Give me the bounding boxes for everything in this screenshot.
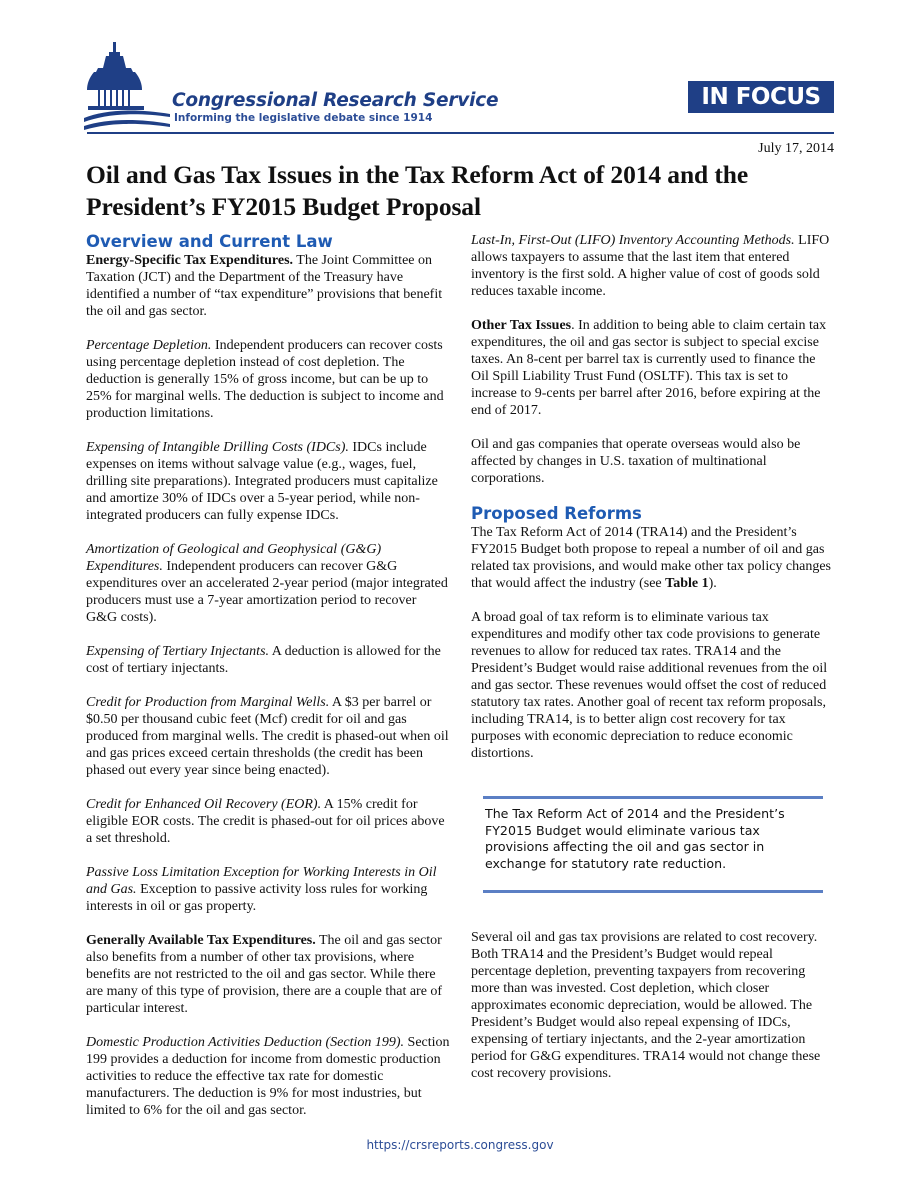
paragraph-body: The Tax Reform Act of 2014 (TRA14) and the President’s FY2015 Budget both propose to repeal a number of oil and gas related tax provisions, and would make other tax policy changes that would affect the industry (see xyxy=(471,525,832,591)
paragraph-lead: Percentage Depletion. xyxy=(86,338,212,353)
paragraph xyxy=(86,1034,450,1119)
paragraph-body: A $3 per barrel or $0.50 per thousand cubic feet (Mcf) credit for oil and gas produced from marginal wells. The credit is phased-out when oil and gas prices exceed certain thresholds (the credit has been phased out every year since being enacted). xyxy=(86,695,449,778)
paragraph xyxy=(86,796,450,847)
paragraph xyxy=(86,439,450,524)
paragraph-lead: Credit for Production from Marginal Wells. xyxy=(86,695,330,710)
paragraph xyxy=(86,694,450,779)
paragraph xyxy=(86,252,450,320)
in-focus-badge: IN FOCUS xyxy=(688,81,834,113)
paragraph-lead: Amortization of Geological and Geophysical (G&G) Expenditures. xyxy=(86,542,382,574)
paragraph-lead: Passive Loss Limitation Exception for Working Interests in Oil and Gas. xyxy=(86,865,437,897)
paragraph xyxy=(86,337,450,422)
paragraph-lead: Expensing of Tertiary Injectants. xyxy=(86,644,270,659)
paragraph-lead: Generally Available Tax Expenditures. xyxy=(86,933,316,948)
paragraph-body: A deduction is allowed for the cost of tertiary injectants. xyxy=(86,644,441,676)
paragraph-body: LIFO allows taxpayers to assume that the last item that entered inventory is the first sold. A higher value of cost of goods sold reduces taxable income. xyxy=(471,233,830,299)
paragraph-lead: Domestic Production Activities Deduction (Section 199). xyxy=(86,1035,405,1050)
paragraph: Oil and gas companies that operate overseas would also be affected by changes in U.S. taxation of multinational corporations. xyxy=(471,437,801,486)
capitol-dome-icon xyxy=(84,40,170,132)
paragraph-body: A 15% credit for eligible EOR costs. The credit is phased-out for oil prices above a set threshold. xyxy=(86,797,445,846)
paragraph xyxy=(471,232,835,300)
paragraph-body: Section 199 provides a deduction for income from domestic production activities to reduce the effective tax rate for domestic manufacturers. The deduction is 9% for most industries, but limited to 6% for the oil and gas sector. xyxy=(86,1035,450,1118)
paragraph-body: . In addition to being able to claim certain tax expenditures, the oil and gas sector is subject to special excise taxes. An 8-cent per barrel tax is currently used to finance the Oil Spill Liability Trust Fund (OSLTF). This tax is set to increase to 9-cents per barrel after 2016, before expiring at the end of 2017. xyxy=(471,318,827,418)
paragraph-lead: Last-In, First-Out (LIFO) Inventory Accounting Methods. xyxy=(471,233,795,248)
pull-quote-callout: The Tax Reform Act of 2014 and the President’s FY2015 Budget would eliminate various tax provisions affecting the oil and gas sector in exchange for statutory rate reduction. xyxy=(483,796,823,893)
paragraph xyxy=(86,643,450,677)
header-divider xyxy=(87,132,834,134)
crs-logo xyxy=(84,40,504,132)
paragraph xyxy=(86,864,450,915)
paragraph-body: The oil and gas sector also benefits from a number of other tax provisions, where benefits are not restricted to the oil and gas sector. While there are many of this type of provision, there are a couple that are of particular interest. xyxy=(86,933,443,1016)
right-column xyxy=(471,232,835,1099)
paragraph-lead: Expensing of Intangible Drilling Costs (IDCs). xyxy=(86,440,349,455)
section-heading-overview: Overview and Current Law xyxy=(86,232,333,251)
org-name: Congressional Research Service xyxy=(172,90,499,111)
paragraph xyxy=(86,541,450,626)
footer-url-link[interactable]: https://crsreports.congress.gov xyxy=(366,1138,554,1152)
paragraph-lead: Credit for Enhanced Oil Recovery (EOR). xyxy=(86,797,322,812)
paragraph-end: ). xyxy=(708,576,717,591)
paragraph xyxy=(471,317,835,419)
paragraph-lead: Energy-Specific Tax Expenditures. xyxy=(86,253,294,268)
paragraph-body: Independent producers can recover costs using percentage depletion instead of cost depletion. The deduction is generally 15% of gross income, but can be up to 25% for marginal wells. The deduction is subject to income and production limitations. xyxy=(86,338,444,421)
paragraph: Several oil and gas tax provisions are related to cost recovery. Both TRA14 and the President’s Budget would repeal percentage depletion, preventing taxpayers from recovering more than was invested. Cost depletion, which closer approximates economic depreciation, would be allowed. The President’s Budget would also repeal expensing of IDCs, expensing of tertiary injectants, and the 2-year amortization period for G&G expenditures. TRA14 would not change these cost recovery provisions. xyxy=(471,930,821,1081)
org-tagline: Informing the legislative debate since 1914 xyxy=(174,112,433,124)
left-column xyxy=(86,232,450,1136)
publication-date: July 17, 2014 xyxy=(758,141,834,156)
paragraph xyxy=(86,932,450,1017)
paragraph: A broad goal of tax reform is to eliminate various tax expenditures and modify other tax code provisions to generate revenues to allow for reduced tax rates. TRA14 and the President’s Budget would raise additional revenues from the oil and gas sector. These revenues would offset the cost of reduced statutory tax rates. Another goal of recent tax reform proposals, including TRA14, is to better align cost recovery for tax purposes with economic depreciation to reduce economic distortions. xyxy=(471,610,828,761)
paragraph-body: IDCs include expenses on items without salvage value (e.g., wages, fuel, drilling site preparations). Integrated producers must capitalize and amortize 30% of IDCs over a 5-year period, while non-integrated producers can fully expense IDCs. xyxy=(86,440,438,523)
paragraph-body: Independent producers can recover G&G expenditures over an accelerated 2-year period (major integrated producers must use a 7-year amortization period to recover G&G costs). xyxy=(86,559,448,625)
paragraph-body: Exception to passive activity loss rules for working interests in oil or gas property. xyxy=(86,882,428,914)
paragraph-lead: Other Tax Issues xyxy=(471,318,572,333)
paragraph xyxy=(471,524,835,592)
page-title: Oil and Gas Tax Issues in the Tax Reform Act of 2014 and the President’s FY2015 Budget Proposal xyxy=(86,160,749,221)
section-heading-proposed-reforms: Proposed Reforms xyxy=(471,504,642,523)
table-reference: Table 1 xyxy=(665,576,709,591)
paragraph-body: The Joint Committee on Taxation (JCT) and the Department of the Treasury have identified a number of “tax expenditure” provisions that benefit the oil and gas sector. xyxy=(86,253,443,319)
